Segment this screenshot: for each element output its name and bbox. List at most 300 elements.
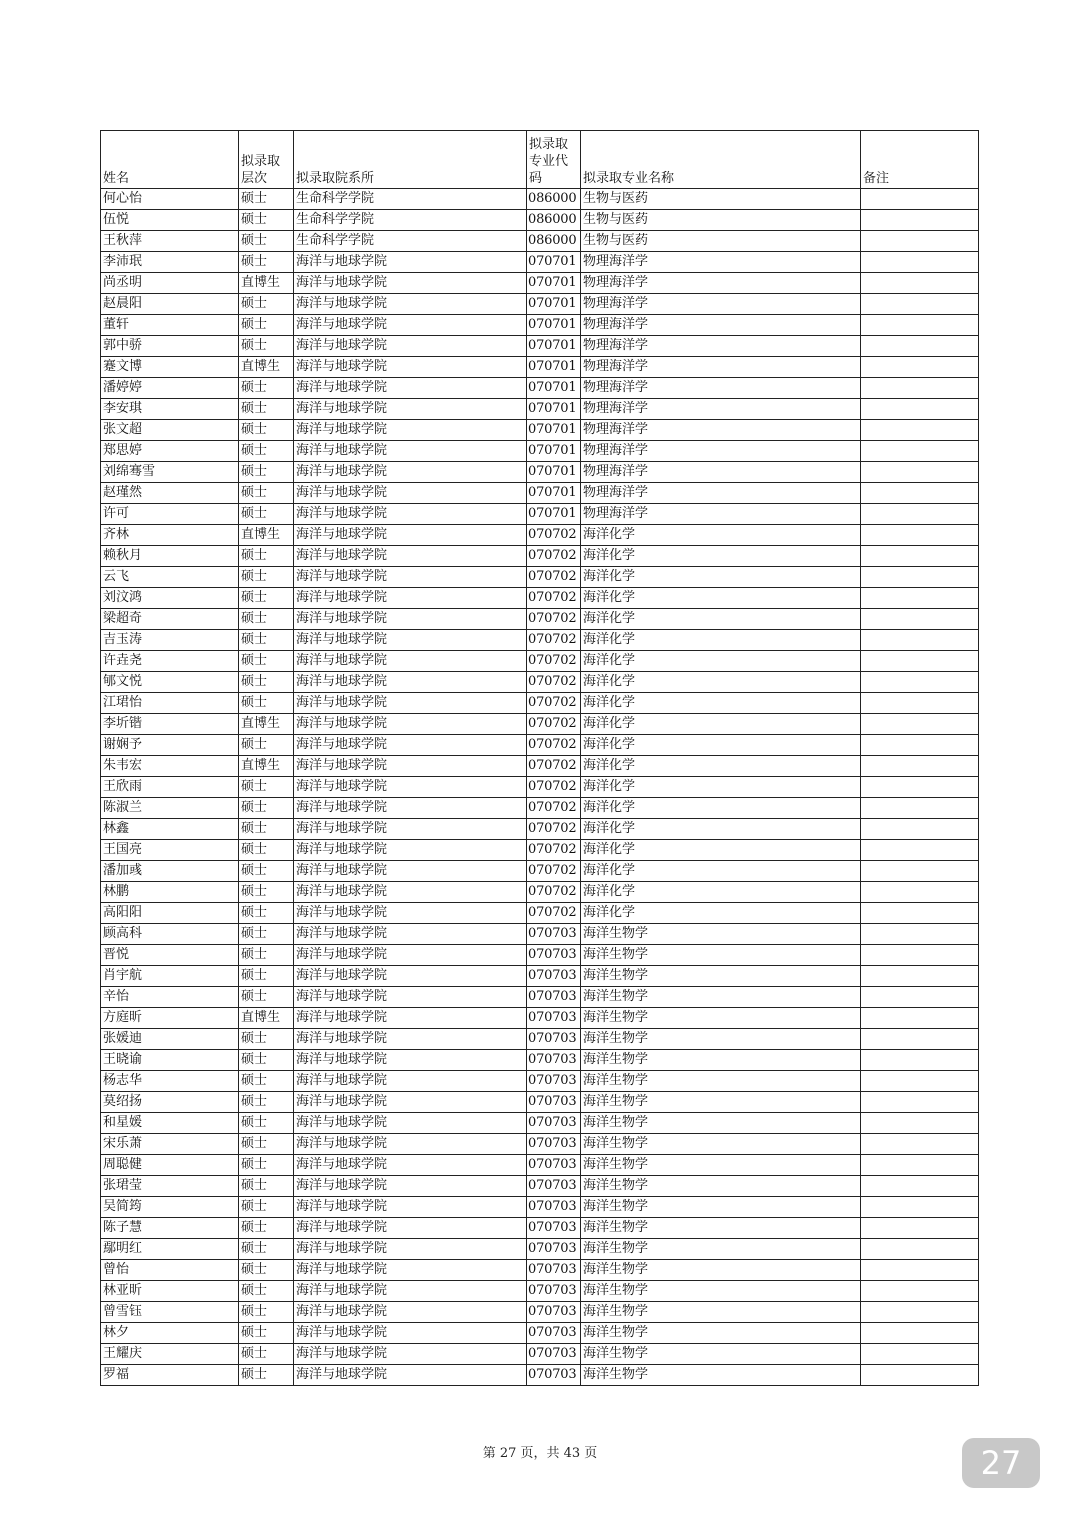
cell-dept: 海洋与地球学院 — [294, 1029, 527, 1050]
cell-major: 海洋生物学 — [581, 1197, 861, 1218]
cell-note — [861, 861, 979, 882]
cell-major: 海洋生物学 — [581, 1050, 861, 1071]
cell-name: 李安琪 — [101, 399, 239, 420]
cell-name: 朱韦宏 — [101, 756, 239, 777]
cell-code: 070701 — [527, 483, 581, 504]
cell-dept: 海洋与地球学院 — [294, 357, 527, 378]
cell-level: 硕士 — [239, 252, 294, 273]
cell-note — [861, 966, 979, 987]
cell-name: 鄢明红 — [101, 1239, 239, 1260]
cell-note — [861, 504, 979, 525]
table-row — [101, 1281, 979, 1302]
cell-level: 硕士 — [239, 1365, 294, 1386]
cell-note — [861, 546, 979, 567]
cell-major: 海洋生物学 — [581, 1323, 861, 1344]
cell-major: 海洋化学 — [581, 546, 861, 567]
cell-dept: 海洋与地球学院 — [294, 1260, 527, 1281]
cell-major: 海洋化学 — [581, 630, 861, 651]
cell-code: 070703 — [527, 1281, 581, 1302]
page-footer: 第 27 页，共 43 页 — [482, 1446, 598, 1461]
cell-code: 070702 — [527, 819, 581, 840]
cell-note — [861, 441, 979, 462]
cell-level: 硕士 — [239, 924, 294, 945]
cell-code: 070703 — [527, 1260, 581, 1281]
cell-dept: 海洋与地球学院 — [294, 630, 527, 651]
cell-dept: 海洋与地球学院 — [294, 651, 527, 672]
cell-major: 海洋生物学 — [581, 1029, 861, 1050]
cell-name: 杨志华 — [101, 1071, 239, 1092]
cell-level: 硕士 — [239, 882, 294, 903]
cell-code: 070703 — [527, 1218, 581, 1239]
cell-note — [861, 756, 979, 777]
cell-name: 刘汶鸿 — [101, 588, 239, 609]
cell-name: 林亚昕 — [101, 1281, 239, 1302]
cell-note — [861, 231, 979, 252]
cell-code: 070702 — [527, 651, 581, 672]
table-row — [101, 945, 979, 966]
cell-name: 张文超 — [101, 420, 239, 441]
cell-note — [861, 336, 979, 357]
cell-major: 物理海洋学 — [581, 273, 861, 294]
cell-name: 赖秋月 — [101, 546, 239, 567]
table-row — [101, 630, 979, 651]
cell-name: 吉玉涛 — [101, 630, 239, 651]
cell-level: 直博生 — [239, 273, 294, 294]
cell-name: 曾怡 — [101, 1260, 239, 1281]
cell-level: 硕士 — [239, 336, 294, 357]
cell-name: 罗福 — [101, 1365, 239, 1386]
table-row — [101, 1260, 979, 1281]
cell-note — [861, 483, 979, 504]
cell-code: 070702 — [527, 714, 581, 735]
table-row — [101, 1092, 979, 1113]
cell-code: 070701 — [527, 399, 581, 420]
table-row — [101, 273, 979, 294]
cell-major: 海洋化学 — [581, 798, 861, 819]
cell-dept: 海洋与地球学院 — [294, 777, 527, 798]
table-row — [101, 1302, 979, 1323]
cell-level: 硕士 — [239, 315, 294, 336]
table-row — [101, 1239, 979, 1260]
cell-code: 070702 — [527, 546, 581, 567]
cell-note — [861, 273, 979, 294]
cell-major: 海洋生物学 — [581, 1365, 861, 1386]
cell-major: 海洋化学 — [581, 861, 861, 882]
cell-code: 070703 — [527, 1239, 581, 1260]
cell-code: 070701 — [527, 357, 581, 378]
header-row — [101, 131, 979, 189]
table-row — [101, 525, 979, 546]
cell-note — [861, 1113, 979, 1134]
cell-level: 硕士 — [239, 1113, 294, 1134]
table-row — [101, 483, 979, 504]
cell-dept: 海洋与地球学院 — [294, 1302, 527, 1323]
cell-name: 宋乐萧 — [101, 1134, 239, 1155]
cell-major: 海洋化学 — [581, 756, 861, 777]
cell-code: 070702 — [527, 525, 581, 546]
cell-level: 硕士 — [239, 1092, 294, 1113]
table-row — [101, 210, 979, 231]
cell-name: 张珺莹 — [101, 1176, 239, 1197]
cell-code: 070703 — [527, 1365, 581, 1386]
cell-code: 086000 — [527, 210, 581, 231]
cell-name: 许垚尧 — [101, 651, 239, 672]
cell-code: 070701 — [527, 378, 581, 399]
cell-code: 070701 — [527, 315, 581, 336]
cell-level: 硕士 — [239, 1260, 294, 1281]
table-row — [101, 1323, 979, 1344]
cell-name: 高阳阳 — [101, 903, 239, 924]
cell-name: 林鑫 — [101, 819, 239, 840]
cell-dept: 海洋与地球学院 — [294, 336, 527, 357]
cell-name: 方庭昕 — [101, 1008, 239, 1029]
cell-major: 海洋化学 — [581, 735, 861, 756]
table-row — [101, 189, 979, 210]
cell-note — [861, 903, 979, 924]
table-row — [101, 1029, 979, 1050]
cell-note — [861, 630, 979, 651]
cell-note — [861, 1071, 979, 1092]
cell-name: 赵晨阳 — [101, 294, 239, 315]
cell-major: 海洋生物学 — [581, 1281, 861, 1302]
cell-dept: 海洋与地球学院 — [294, 567, 527, 588]
cell-name: 吴简筠 — [101, 1197, 239, 1218]
table-row — [101, 588, 979, 609]
table-row — [101, 651, 979, 672]
table-row — [101, 1197, 979, 1218]
cell-major: 物理海洋学 — [581, 378, 861, 399]
cell-code: 070703 — [527, 1176, 581, 1197]
cell-level: 硕士 — [239, 1239, 294, 1260]
cell-dept: 海洋与地球学院 — [294, 798, 527, 819]
cell-major: 物理海洋学 — [581, 336, 861, 357]
cell-note — [861, 819, 979, 840]
cell-level: 硕士 — [239, 1176, 294, 1197]
cell-note — [861, 588, 979, 609]
table-row — [101, 1113, 979, 1134]
cell-major: 海洋化学 — [581, 882, 861, 903]
cell-code: 070703 — [527, 924, 581, 945]
cell-name: 王晓谕 — [101, 1050, 239, 1071]
cell-code: 070702 — [527, 882, 581, 903]
cell-name: 郇文悦 — [101, 672, 239, 693]
cell-major: 海洋化学 — [581, 609, 861, 630]
table-row — [101, 882, 979, 903]
cell-note — [861, 1050, 979, 1071]
cell-name: 潘婷婷 — [101, 378, 239, 399]
cell-level: 硕士 — [239, 1155, 294, 1176]
cell-code: 070702 — [527, 903, 581, 924]
cell-level: 硕士 — [239, 903, 294, 924]
cell-level: 硕士 — [239, 735, 294, 756]
cell-level: 硕士 — [239, 651, 294, 672]
cell-level: 硕士 — [239, 1197, 294, 1218]
cell-level: 硕士 — [239, 1302, 294, 1323]
cell-name: 齐林 — [101, 525, 239, 546]
cell-name: 张媛迪 — [101, 1029, 239, 1050]
cell-major: 海洋化学 — [581, 588, 861, 609]
cell-dept: 海洋与地球学院 — [294, 1134, 527, 1155]
cell-note — [861, 735, 979, 756]
cell-name: 李沛珉 — [101, 252, 239, 273]
cell-dept: 海洋与地球学院 — [294, 987, 527, 1008]
cell-code: 070703 — [527, 945, 581, 966]
table-row — [101, 735, 979, 756]
cell-level: 硕士 — [239, 672, 294, 693]
cell-major: 海洋生物学 — [581, 1260, 861, 1281]
cell-code: 070703 — [527, 1323, 581, 1344]
cell-note — [861, 525, 979, 546]
cell-code: 070702 — [527, 609, 581, 630]
cell-level: 直博生 — [239, 714, 294, 735]
cell-level: 硕士 — [239, 966, 294, 987]
cell-major: 海洋化学 — [581, 819, 861, 840]
cell-dept: 海洋与地球学院 — [294, 399, 527, 420]
table-row — [101, 819, 979, 840]
cell-note — [861, 777, 979, 798]
cell-dept: 海洋与地球学院 — [294, 546, 527, 567]
cell-major: 生物与医药 — [581, 231, 861, 252]
cell-level: 硕士 — [239, 987, 294, 1008]
cell-name: 梁超奇 — [101, 609, 239, 630]
cell-dept: 海洋与地球学院 — [294, 462, 527, 483]
cell-major: 物理海洋学 — [581, 252, 861, 273]
cell-major: 海洋化学 — [581, 651, 861, 672]
cell-major: 海洋生物学 — [581, 1134, 861, 1155]
cell-note — [861, 840, 979, 861]
cell-name: 潘加彧 — [101, 861, 239, 882]
cell-name: 郭中骄 — [101, 336, 239, 357]
cell-major: 海洋生物学 — [581, 945, 861, 966]
cell-major: 物理海洋学 — [581, 315, 861, 336]
cell-level: 硕士 — [239, 630, 294, 651]
cell-note — [861, 1365, 979, 1386]
cell-name: 王耀庆 — [101, 1344, 239, 1365]
cell-level: 硕士 — [239, 693, 294, 714]
cell-code: 070703 — [527, 1029, 581, 1050]
cell-major: 海洋化学 — [581, 903, 861, 924]
cell-code: 070701 — [527, 420, 581, 441]
cell-dept: 海洋与地球学院 — [294, 525, 527, 546]
cell-code: 070702 — [527, 672, 581, 693]
cell-note — [861, 1176, 979, 1197]
cell-note — [861, 357, 979, 378]
cell-name: 林鹏 — [101, 882, 239, 903]
cell-level: 硕士 — [239, 840, 294, 861]
cell-level: 硕士 — [239, 777, 294, 798]
cell-dept: 海洋与地球学院 — [294, 315, 527, 336]
cell-dept: 海洋与地球学院 — [294, 483, 527, 504]
cell-dept: 海洋与地球学院 — [294, 441, 527, 462]
cell-name: 顾高科 — [101, 924, 239, 945]
cell-major: 海洋化学 — [581, 672, 861, 693]
cell-code: 070701 — [527, 273, 581, 294]
cell-code: 070703 — [527, 1134, 581, 1155]
cell-level: 硕士 — [239, 231, 294, 252]
cell-code: 070703 — [527, 1197, 581, 1218]
table-row — [101, 1050, 979, 1071]
cell-major: 海洋化学 — [581, 567, 861, 588]
cell-code: 070702 — [527, 777, 581, 798]
cell-name: 刘绵骞雪 — [101, 462, 239, 483]
table-row — [101, 672, 979, 693]
table-row — [101, 714, 979, 735]
cell-dept: 海洋与地球学院 — [294, 1008, 527, 1029]
page-number-badge: 27 — [962, 1438, 1040, 1488]
cell-dept: 海洋与地球学院 — [294, 1071, 527, 1092]
cell-major: 物理海洋学 — [581, 357, 861, 378]
cell-major: 物理海洋学 — [581, 399, 861, 420]
cell-note — [861, 1197, 979, 1218]
cell-note — [861, 672, 979, 693]
cell-major: 海洋化学 — [581, 777, 861, 798]
table-row — [101, 1134, 979, 1155]
cell-major: 海洋生物学 — [581, 1302, 861, 1323]
cell-major: 海洋生物学 — [581, 987, 861, 1008]
header-code: 拟录取专业代码 — [527, 131, 581, 189]
cell-note — [861, 420, 979, 441]
cell-major: 生物与医药 — [581, 210, 861, 231]
cell-dept: 海洋与地球学院 — [294, 672, 527, 693]
cell-code: 086000 — [527, 189, 581, 210]
cell-major: 生物与医药 — [581, 189, 861, 210]
cell-level: 硕士 — [239, 1050, 294, 1071]
table-row — [101, 987, 979, 1008]
cell-dept: 海洋与地球学院 — [294, 420, 527, 441]
table-row — [101, 1176, 979, 1197]
cell-name: 江珺怡 — [101, 693, 239, 714]
cell-level: 直博生 — [239, 357, 294, 378]
cell-name: 肖宇航 — [101, 966, 239, 987]
cell-major: 海洋生物学 — [581, 1176, 861, 1197]
cell-major: 物理海洋学 — [581, 441, 861, 462]
cell-level: 硕士 — [239, 609, 294, 630]
cell-major: 海洋生物学 — [581, 966, 861, 987]
cell-dept: 海洋与地球学院 — [294, 1344, 527, 1365]
table-row — [101, 420, 979, 441]
cell-level: 硕士 — [239, 1323, 294, 1344]
table-row — [101, 1344, 979, 1365]
cell-major: 物理海洋学 — [581, 420, 861, 441]
cell-note — [861, 1134, 979, 1155]
cell-dept: 海洋与地球学院 — [294, 924, 527, 945]
cell-level: 硕士 — [239, 1071, 294, 1092]
cell-code: 070702 — [527, 861, 581, 882]
table-row — [101, 357, 979, 378]
cell-name: 郑思婷 — [101, 441, 239, 462]
cell-dept: 海洋与地球学院 — [294, 1092, 527, 1113]
table-row — [101, 756, 979, 777]
cell-code: 070702 — [527, 840, 581, 861]
cell-level: 硕士 — [239, 483, 294, 504]
cell-name: 尚丞明 — [101, 273, 239, 294]
cell-name: 王国亮 — [101, 840, 239, 861]
table-row — [101, 399, 979, 420]
cell-note — [861, 1218, 979, 1239]
table-row — [101, 231, 979, 252]
cell-code: 070702 — [527, 693, 581, 714]
cell-major: 物理海洋学 — [581, 483, 861, 504]
table-row — [101, 252, 979, 273]
cell-note — [861, 1260, 979, 1281]
cell-note — [861, 294, 979, 315]
cell-note — [861, 1092, 979, 1113]
cell-name: 晋悦 — [101, 945, 239, 966]
cell-level: 硕士 — [239, 798, 294, 819]
cell-code: 070701 — [527, 504, 581, 525]
cell-level: 硕士 — [239, 1218, 294, 1239]
cell-code: 070702 — [527, 588, 581, 609]
cell-name: 何心怡 — [101, 189, 239, 210]
cell-major: 物理海洋学 — [581, 504, 861, 525]
cell-code: 086000 — [527, 231, 581, 252]
table-row — [101, 1008, 979, 1029]
cell-dept: 海洋与地球学院 — [294, 840, 527, 861]
table-row — [101, 441, 979, 462]
cell-major: 海洋化学 — [581, 693, 861, 714]
cell-code: 070702 — [527, 630, 581, 651]
table-row — [101, 336, 979, 357]
cell-name: 蹇文博 — [101, 357, 239, 378]
header-name: 姓名 — [101, 131, 239, 189]
cell-note — [861, 462, 979, 483]
cell-note — [861, 882, 979, 903]
cell-code: 070703 — [527, 1344, 581, 1365]
cell-name: 许可 — [101, 504, 239, 525]
cell-dept: 海洋与地球学院 — [294, 1155, 527, 1176]
cell-name: 和星媛 — [101, 1113, 239, 1134]
table-row — [101, 840, 979, 861]
cell-level: 硕士 — [239, 1029, 294, 1050]
cell-note — [861, 189, 979, 210]
cell-note — [861, 693, 979, 714]
table-row — [101, 504, 979, 525]
cell-note — [861, 210, 979, 231]
cell-dept: 海洋与地球学院 — [294, 588, 527, 609]
cell-level: 硕士 — [239, 441, 294, 462]
cell-level: 硕士 — [239, 189, 294, 210]
cell-dept: 生命科学学院 — [294, 210, 527, 231]
table-row — [101, 1365, 979, 1386]
cell-code: 070701 — [527, 441, 581, 462]
cell-dept: 海洋与地球学院 — [294, 1050, 527, 1071]
cell-code: 070703 — [527, 966, 581, 987]
cell-dept: 海洋与地球学院 — [294, 861, 527, 882]
table-row — [101, 693, 979, 714]
cell-level: 硕士 — [239, 504, 294, 525]
cell-level: 硕士 — [239, 294, 294, 315]
cell-level: 硕士 — [239, 399, 294, 420]
table-row — [101, 1071, 979, 1092]
cell-name: 陈子慧 — [101, 1218, 239, 1239]
cell-dept: 海洋与地球学院 — [294, 504, 527, 525]
table-row — [101, 798, 979, 819]
table-row — [101, 567, 979, 588]
cell-level: 硕士 — [239, 1134, 294, 1155]
cell-code: 070702 — [527, 567, 581, 588]
cell-note — [861, 399, 979, 420]
table-row — [101, 924, 979, 945]
table-row — [101, 777, 979, 798]
cell-major: 海洋生物学 — [581, 1092, 861, 1113]
cell-code: 070703 — [527, 1008, 581, 1029]
cell-dept: 海洋与地球学院 — [294, 966, 527, 987]
cell-note — [861, 1302, 979, 1323]
cell-code: 070703 — [527, 1092, 581, 1113]
cell-name: 周聪健 — [101, 1155, 239, 1176]
cell-code: 070703 — [527, 1155, 581, 1176]
cell-level: 硕士 — [239, 462, 294, 483]
